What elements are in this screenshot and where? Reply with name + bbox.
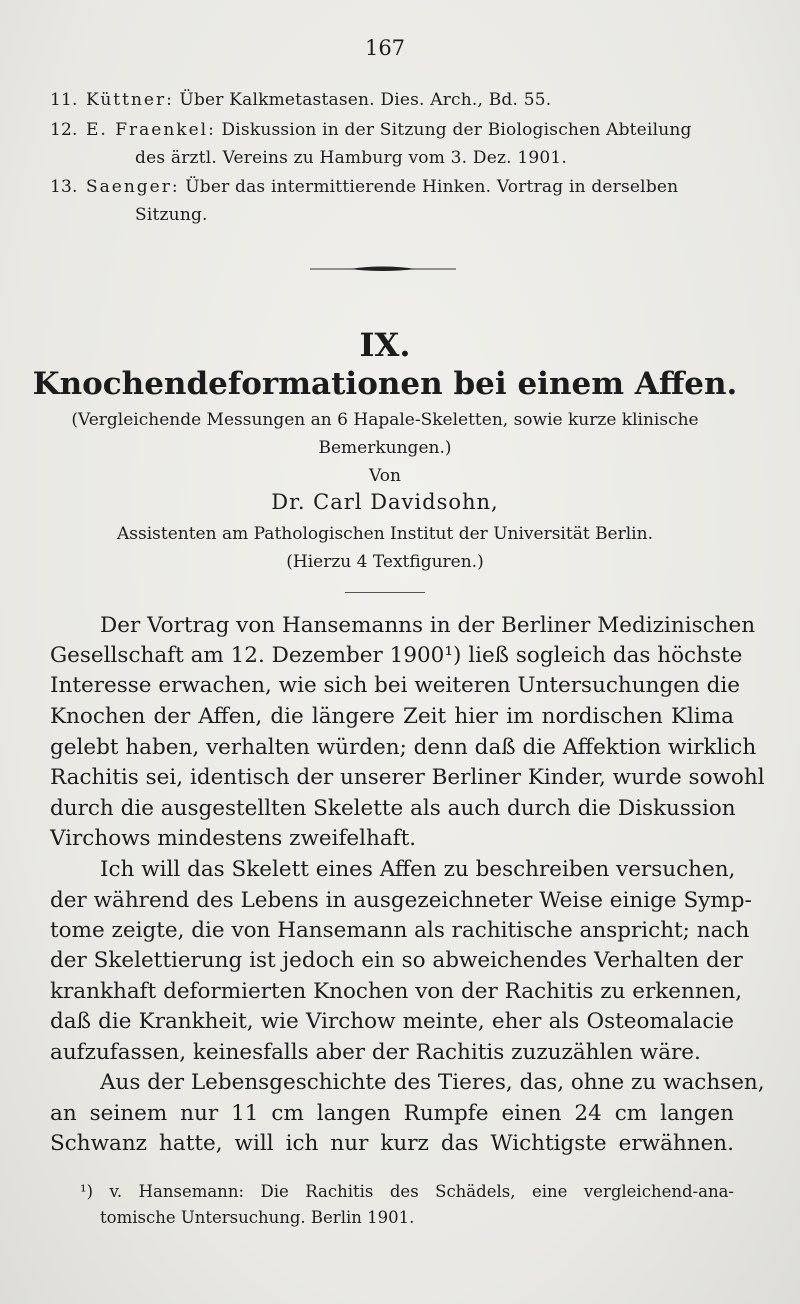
reference-author: Saenger: xyxy=(86,177,180,197)
chapter-number: IX. xyxy=(359,326,411,364)
author-affiliation: Assistenten am Pathologischen Institut der Universität Berlin. xyxy=(117,524,653,544)
body-line: daß die Krankheit, wie Virchow meinte, eher als Osteomalacie xyxy=(50,1009,734,1034)
body-line: Aus der Lebensgeschichte des Tieres, das, ohne zu wachsen, xyxy=(100,1070,765,1095)
body-line: Interesse erwachen, wie sich bei weiteren Untersuchungen die xyxy=(50,673,740,698)
body-line: gelebt haben, verhalten würden; denn daß die Affektion wirklich xyxy=(50,735,757,760)
body-line: Ich will das Skelett eines Affen zu beschreiben versuchen, xyxy=(100,857,736,882)
body-line: tome zeigte, die von Hansemann als rachitische anspricht; nach xyxy=(50,918,750,943)
subtitle-line-1: (Vergleichende Messungen an 6 Hapale-Skeletten, sowie kurze klinische xyxy=(71,410,699,430)
footnote-line-1: ¹) v. Hansemann: Die Rachitis des Schädels, eine vergleichend-ana- xyxy=(80,1182,734,1201)
byline-von: Von xyxy=(369,466,401,486)
body-line: Virchows mindestens zweifelhaft. xyxy=(50,826,417,851)
reference-text: Über das intermittierende Hinken. Vortrag in derselben xyxy=(185,177,679,197)
reference-text: Diskussion in der Sitzung der Biologischen Abteilung xyxy=(221,120,692,140)
reference-number: 11. xyxy=(50,90,78,110)
reference-text: Über Kalkmetastasen. Dies. Arch., Bd. 55. xyxy=(179,90,552,110)
reference-number: 12. xyxy=(50,120,78,140)
section-rule xyxy=(345,592,425,593)
article-title: Knochendeformationen bei einem Affen. xyxy=(32,366,738,402)
footnote-line-2: tomische Untersuchung. Berlin 1901. xyxy=(100,1208,415,1227)
body-line: aufzufassen, keinesfalls aber der Rachitis zuzuzählen wäre. xyxy=(50,1040,701,1065)
reference-13 xyxy=(50,177,678,197)
reference-author: Küttner: xyxy=(86,90,174,110)
reference-author: E. Fraenkel: xyxy=(86,120,216,140)
body-line: Knochen der Affen, die längere Zeit hier im nordischen Klima xyxy=(50,704,734,729)
subtitle-line-2: Bemerkungen.) xyxy=(318,438,452,458)
figures-note: (Hierzu 4 Textfiguren.) xyxy=(286,552,484,572)
body-line: Gesellschaft am 12. Dezember 1900¹) ließ sogleich das höchste xyxy=(50,643,743,668)
body-line: Rachitis sei, identisch der unserer Berliner Kinder, wurde sowohl xyxy=(50,765,765,790)
reference-12-continuation: des ärztl. Vereins zu Hamburg vom 3. Dez. 1901. xyxy=(135,148,567,168)
body-line: an seinem nur 11 cm langen Rumpfe einen 24 cm langen xyxy=(50,1101,734,1126)
page-number: 167 xyxy=(364,36,406,60)
body-line: der während des Lebens in ausgezeichneter Weise einige Symp- xyxy=(50,888,752,913)
reference-11 xyxy=(50,90,551,110)
body-line: krankhaft deformierten Knochen von der Rachitis zu erkennen, xyxy=(50,979,743,1004)
reference-12 xyxy=(50,120,692,140)
body-line: der Skelettierung ist jedoch ein so abweichendes Verhalten der xyxy=(50,948,743,973)
reference-13-continuation: Sitzung. xyxy=(135,205,208,225)
body-line: Der Vortrag von Hansemanns in der Berliner Medizinischen xyxy=(100,613,756,638)
author-name: Dr. Carl Davidsohn, xyxy=(271,490,499,514)
ornamental-divider xyxy=(310,264,456,274)
body-line: durch die ausgestellten Skelette als auch durch die Diskussion xyxy=(50,796,736,821)
reference-number: 13. xyxy=(50,177,78,197)
body-line: Schwanz hatte, will ich nur kurz das Wichtigste erwähnen. xyxy=(50,1131,734,1156)
